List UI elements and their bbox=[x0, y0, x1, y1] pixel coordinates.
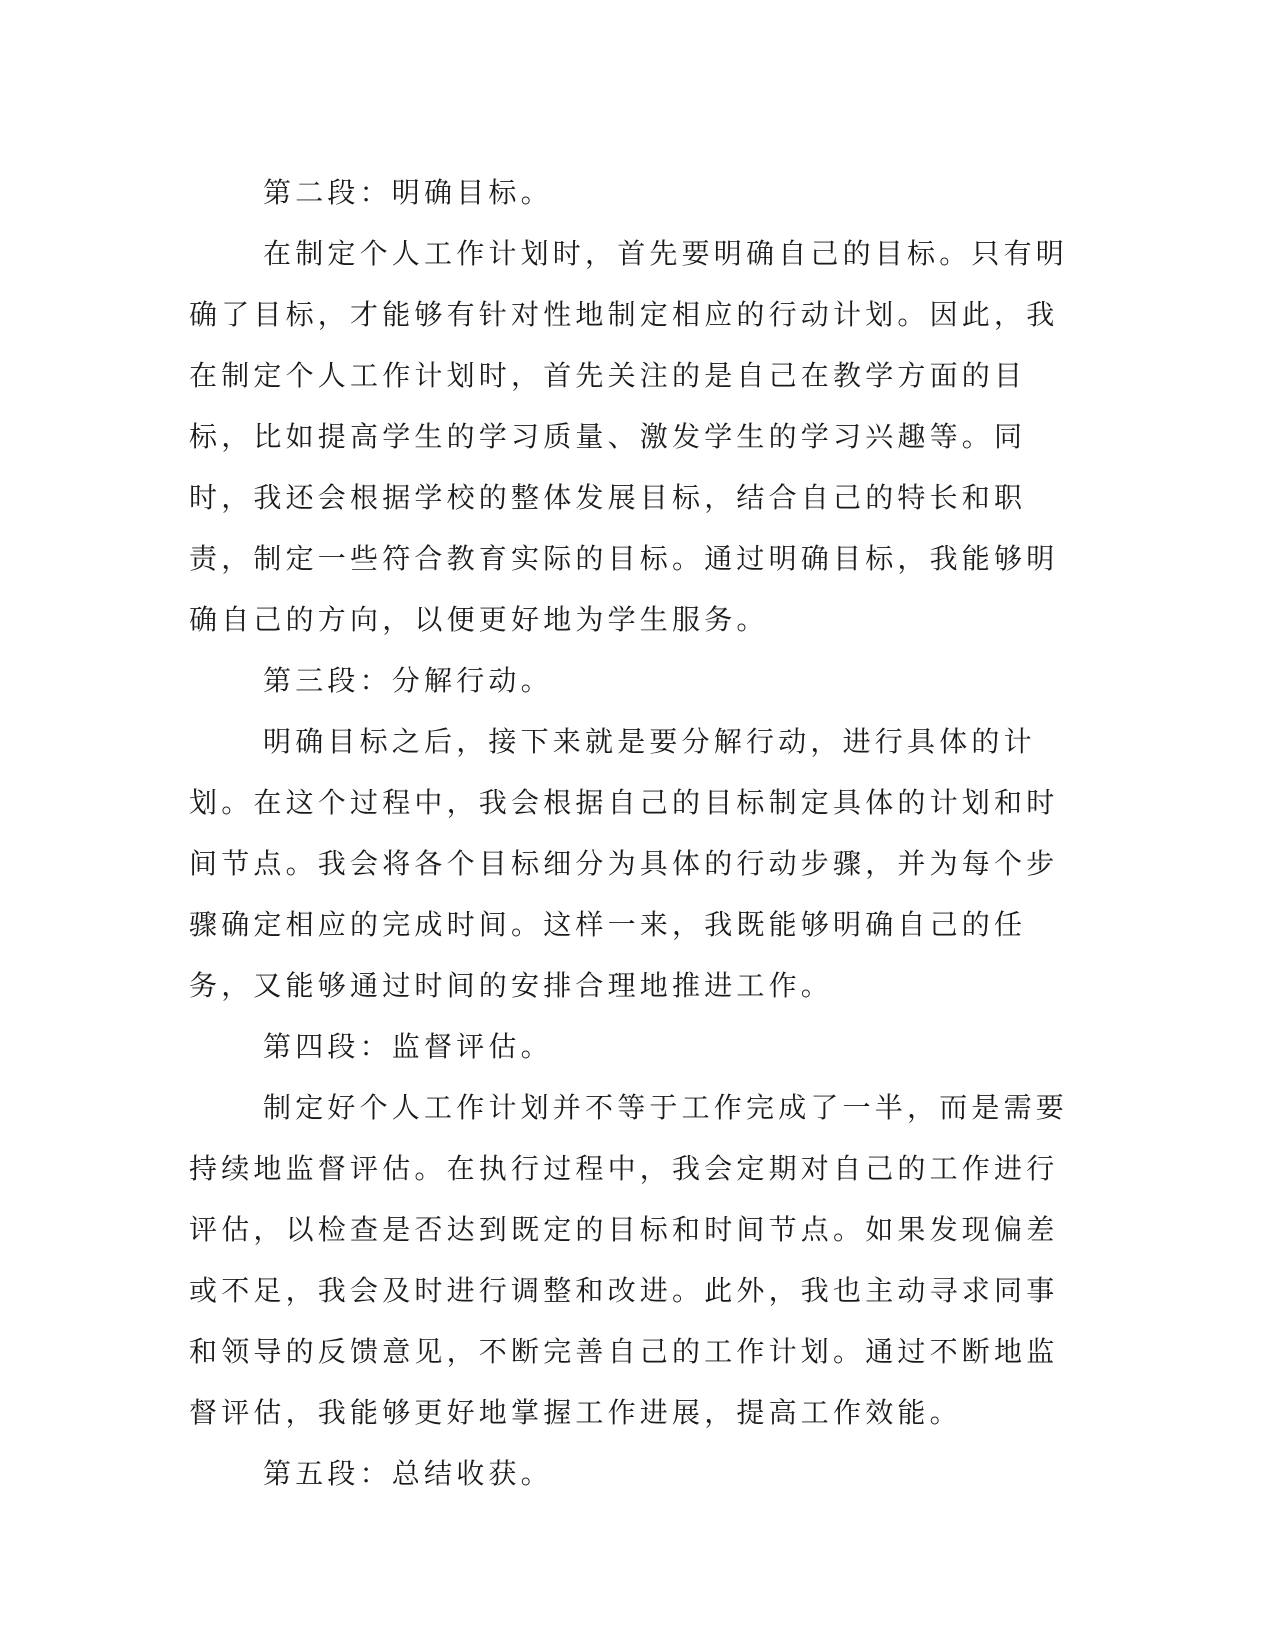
section-heading-2: 第二段：明确目标。 bbox=[263, 176, 553, 209]
section-heading-5: 第五段：总结收获。 bbox=[263, 1457, 553, 1490]
section-paragraph-4: 制定好个人工作计划并不等于工作完成了一半，而是需要持续地监督评估。在执行过程中，我会定期对自己的工作进行评估，以检查是否达到既定的目标和时间节点。如果发现偏差或不足，我会及时进行调整和改进。此外，我也主动寻求同事和领导的反馈意见，不断完善自己的工作计划。通过不断地监督评估，我能够更好地掌握工作进展，提高工作效能。 bbox=[189, 1091, 1069, 1429]
section-paragraph-2: 在制定个人工作计划时，首先要明确自己的目标。只有明确了目标，才能够有针对性地制定相应的行动计划。因此，我在制定个人工作计划时，首先关注的是自己在教学方面的目标，比如提高学生的学习质量、激发学生的学习兴趣等。同时，我还会根据学校的整体发展目标，结合自己的特长和职责，制定一些符合教育实际的目标。通过明确目标，我能够明确自己的方向，以便更好地为学生服务。 bbox=[189, 237, 1069, 636]
document-body bbox=[189, 162, 1089, 1504]
section-paragraph-3: 明确目标之后，接下来就是要分解行动，进行具体的计划。在这个过程中，我会根据自己的目标制定具体的计划和时间节点。我会将各个目标细分为具体的行动步骤，并为每个步骤确定相应的完成时间。这样一来，我既能够明确自己的任务，又能够通过时间的安排合理地推进工作。 bbox=[189, 725, 1059, 1002]
section-heading-3: 第三段：分解行动。 bbox=[263, 664, 553, 697]
section-heading-4: 第四段：监督评估。 bbox=[263, 1030, 553, 1063]
